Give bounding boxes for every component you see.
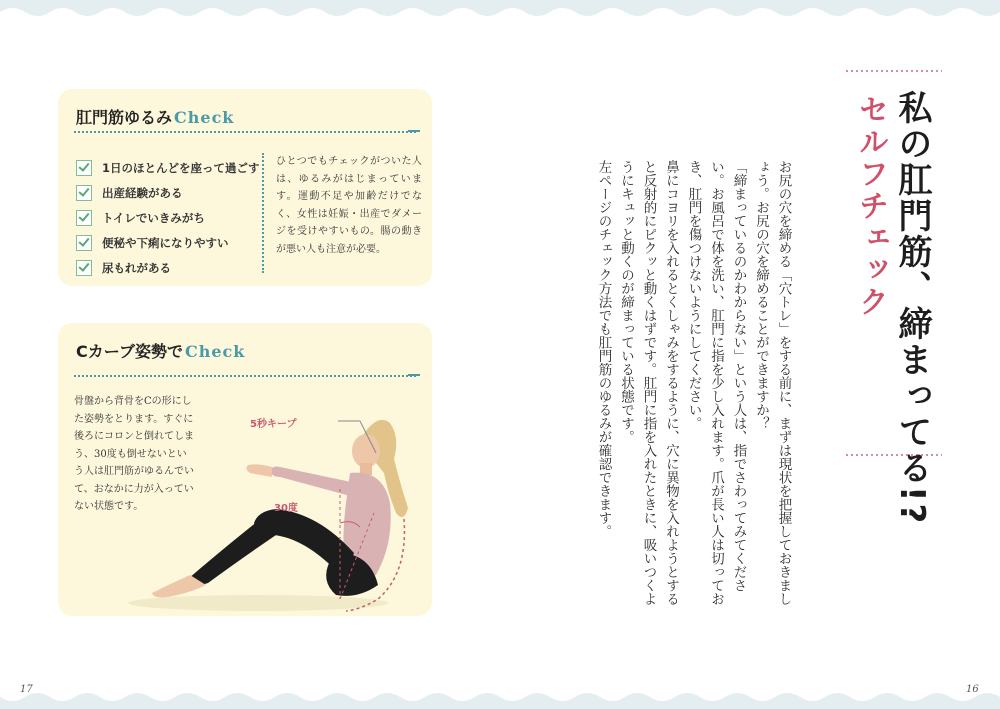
anal-muscle-check-box (58, 89, 432, 286)
checkbox-icon[interactable] (76, 160, 92, 176)
body-paragraph: 「締まっているのかわからない」という人は、指でさわってみてください。お風呂で体を洗い、肛門に指を少し入れます。爪が長い人は切っておき、肛門を傷つけないようにしてください。 (685, 160, 747, 606)
checklist-item-label: 1日のほとんどを座って過ごす (102, 160, 260, 175)
checklist-item[interactable] (76, 205, 260, 230)
title-dotted-rule (74, 131, 416, 133)
vertical-dotted-divider (262, 153, 264, 273)
checkbox-icon[interactable] (76, 185, 92, 201)
page-title: 私の肛門筋、締まってる!? (892, 90, 932, 526)
top-dotted-ornament (846, 68, 942, 74)
c-curve-posture-box (58, 323, 432, 616)
checklist-item-label: 尿もれがある (102, 260, 171, 275)
checklist-item[interactable] (76, 155, 260, 180)
top-wave-border (0, 0, 1000, 22)
title-rule-end (408, 130, 420, 132)
checklist-item-label: 出産経験がある (102, 185, 183, 200)
bottom-wave-border (0, 687, 1000, 709)
checkbox-icon[interactable] (76, 210, 92, 226)
checklist-title-text: 肛門筋ゆるみ (76, 108, 173, 127)
title-dotted-rule (74, 375, 416, 377)
posture-title-check: Check (184, 342, 246, 361)
checklist-item[interactable] (76, 180, 260, 205)
checklist-title (76, 105, 234, 128)
body-paragraph: お尻の穴を締める「穴トレ」をする前に、まずは現状を把握しておきましょう。お尻の穴を締めることができますか？ (753, 160, 792, 606)
page-number-right: 16 (966, 684, 979, 695)
checkbox-icon[interactable] (76, 260, 92, 276)
checklist-note: ひとつでもチェックがついた人は、ゆるみがはじまっています。運動不足や加齢だけでなく、女性は妊娠・出産でダメージを受けやすいもの。腸の動きが悪い人も注意が必要。 (276, 156, 422, 255)
checklist-item[interactable] (76, 230, 260, 255)
posture-title-text: Cカーブ姿勢で (76, 342, 183, 361)
body-text (592, 160, 795, 610)
checklist (76, 155, 260, 280)
page-subtitle: セルフチェック (853, 94, 888, 318)
checklist-item-label: 便秘や下痢になりやすい (102, 235, 229, 250)
body-paragraph: 鼻にコヨリを入れるとくしゃみをするように、穴に異物を入れようとすると反射的にピクッと動くはずです。肛門に指を入れたときに、吸いつくようにキュッと動くのが締まっている状態です。 (618, 160, 679, 606)
checklist-item-label: トイレでいきみがち (102, 210, 205, 225)
thirty-degree-label: 30度 (274, 503, 298, 514)
posture-description: 骨盤から背骨をCの形にした姿勢をとります。すぐに後ろにコロンと倒れてしまう、30度も倒せないという人は肛門筋がゆるんでいて、おなかに力が入っていない状態です。 (74, 396, 194, 512)
c-curve-pose-illustration (108, 403, 428, 613)
body-paragraph: 左ページのチェック方法でも肛門筋のゆるみが確認できます。 (595, 160, 612, 538)
checklist-item[interactable] (76, 255, 260, 280)
page-number-left: 17 (20, 684, 33, 695)
hold-five-seconds-label: 5秒キープ (250, 419, 297, 430)
posture-title (76, 339, 245, 362)
checklist-title-check: Check (174, 108, 235, 127)
checkbox-icon[interactable] (76, 235, 92, 251)
title-rule-end (408, 374, 420, 376)
